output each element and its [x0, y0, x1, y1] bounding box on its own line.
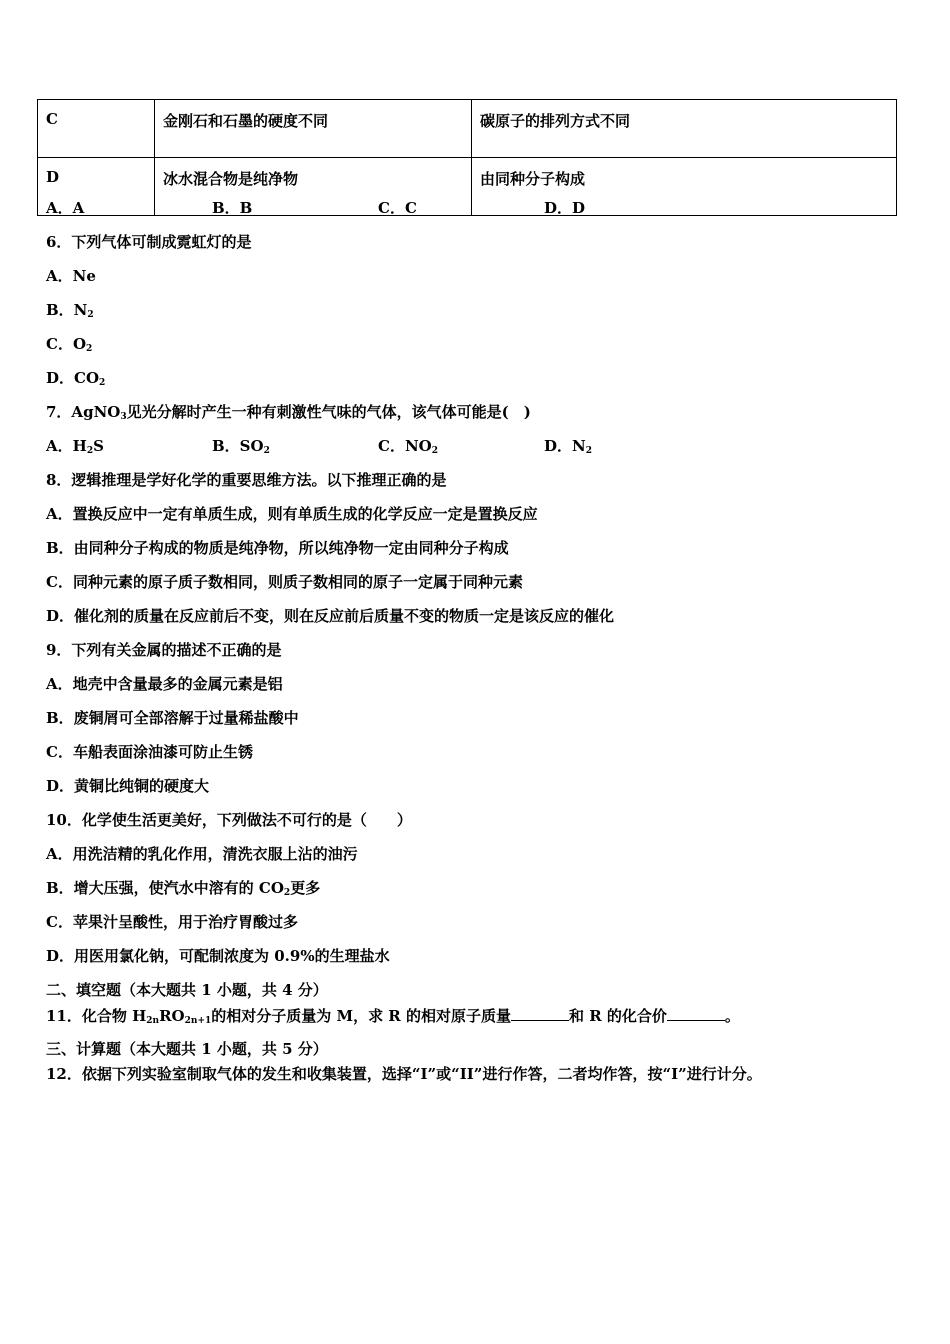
- q10-stem: 10．化学使生活更美好，下列做法不可行的是（ ）: [46, 811, 412, 829]
- q6-option-b: B．$N_2$: [46, 301, 94, 320]
- q9-stem: 9．下列有关金属的描述不正确的是: [46, 641, 282, 659]
- q8-option-a: A．置换反应中一定有单质生成，则有单质生成的化学反应一定是置换反应: [46, 505, 538, 523]
- q10-option-d: D．用医用氯化钠，可配制浓度为 0.9%的生理盐水: [46, 947, 390, 965]
- q6-option-c: C．$O_2$: [46, 335, 93, 354]
- q8-option-b: B．由同种分子构成的物质是纯净物，所以纯净物一定由同种分子构成: [46, 539, 509, 557]
- q9-option-b: B．废铜屑可全部溶解于过量稀盐酸中: [46, 709, 299, 727]
- answer-blank[interactable]: [511, 1006, 569, 1021]
- q7-stem: 7．AgNO$_3$见光分解时产生一种有刺激性气味的气体，该气体可能是( ): [46, 403, 531, 422]
- q7-options: [46, 437, 710, 455]
- option-d: D．D: [544, 199, 586, 217]
- table-row: [38, 100, 897, 158]
- q10-option-a: A．用洗洁精的乳化作用，清洗衣服上沾的油污: [46, 845, 358, 863]
- option-b: B．B: [212, 199, 253, 217]
- section2-heading: 二、填空题（本大题共 1 小题，共 4 分）: [46, 981, 328, 999]
- q9-option-d: D．黄铜比纯铜的硬度大: [46, 777, 210, 795]
- q6-option-a: A．Ne: [46, 267, 96, 285]
- q11-stem: 11．化合物 $H_{2n}RO_{2n+1}$的相对分子质量为 M，求 R 的相对原子质量 和 R 的化合价 。: [46, 1007, 740, 1026]
- option-a: A．A: [46, 199, 85, 217]
- q10-option-b: B．增大压强，使汽水中溶有的 $CO_2$更多: [46, 879, 321, 898]
- q7-option-d: D．$N_2$: [544, 437, 592, 456]
- q5-answer-options: [46, 199, 710, 217]
- row-fact: 金刚石和石墨的硬度不同: [155, 100, 472, 158]
- row-letter: D: [38, 158, 155, 216]
- q7-option-c: C．$NO_2$: [378, 437, 438, 456]
- q7-option-b: B．$SO_2$: [212, 437, 270, 456]
- row-letter: C: [38, 100, 155, 158]
- q6-stem: 6．下列气体可制成霓虹灯的是: [46, 233, 252, 251]
- q8-stem: 8．逻辑推理是学好化学的重要思维方法。以下推理正确的是: [46, 471, 447, 489]
- q10-option-c: C．苹果汁呈酸性，用于治疗胃酸过多: [46, 913, 298, 931]
- q9-option-c: C．车船表面涂油漆可防止生锈: [46, 743, 253, 761]
- row-explanation: 碳原子的排列方式不同: [472, 100, 897, 158]
- q12-stem: 12．依据下列实验室制取气体的发生和收集装置，选择“I”或“II”进行作答，二者均作答，按“I”进行计分。: [46, 1065, 762, 1083]
- q8-option-d: D．催化剂的质量在反应前后不变，则在反应前后质量不变的物质一定是该反应的催化: [46, 607, 615, 625]
- option-c: C．C: [378, 199, 417, 217]
- section3-heading: 三、计算题（本大题共 1 小题，共 5 分）: [46, 1040, 328, 1058]
- answer-blank[interactable]: [667, 1006, 725, 1021]
- row-explanation: 由同种分子构成: [472, 158, 897, 216]
- row-fact: 冰水混合物是纯净物: [155, 158, 472, 216]
- q9-option-a: A．地壳中含量最多的金属元素是铝: [46, 675, 283, 693]
- q6-option-d: D．$CO_2$: [46, 369, 106, 388]
- q7-option-a: A．$H_2S$: [46, 437, 104, 456]
- q8-option-c: C．同种元素的原子质子数相同，则质子数相同的原子一定属于同种元素: [46, 573, 523, 591]
